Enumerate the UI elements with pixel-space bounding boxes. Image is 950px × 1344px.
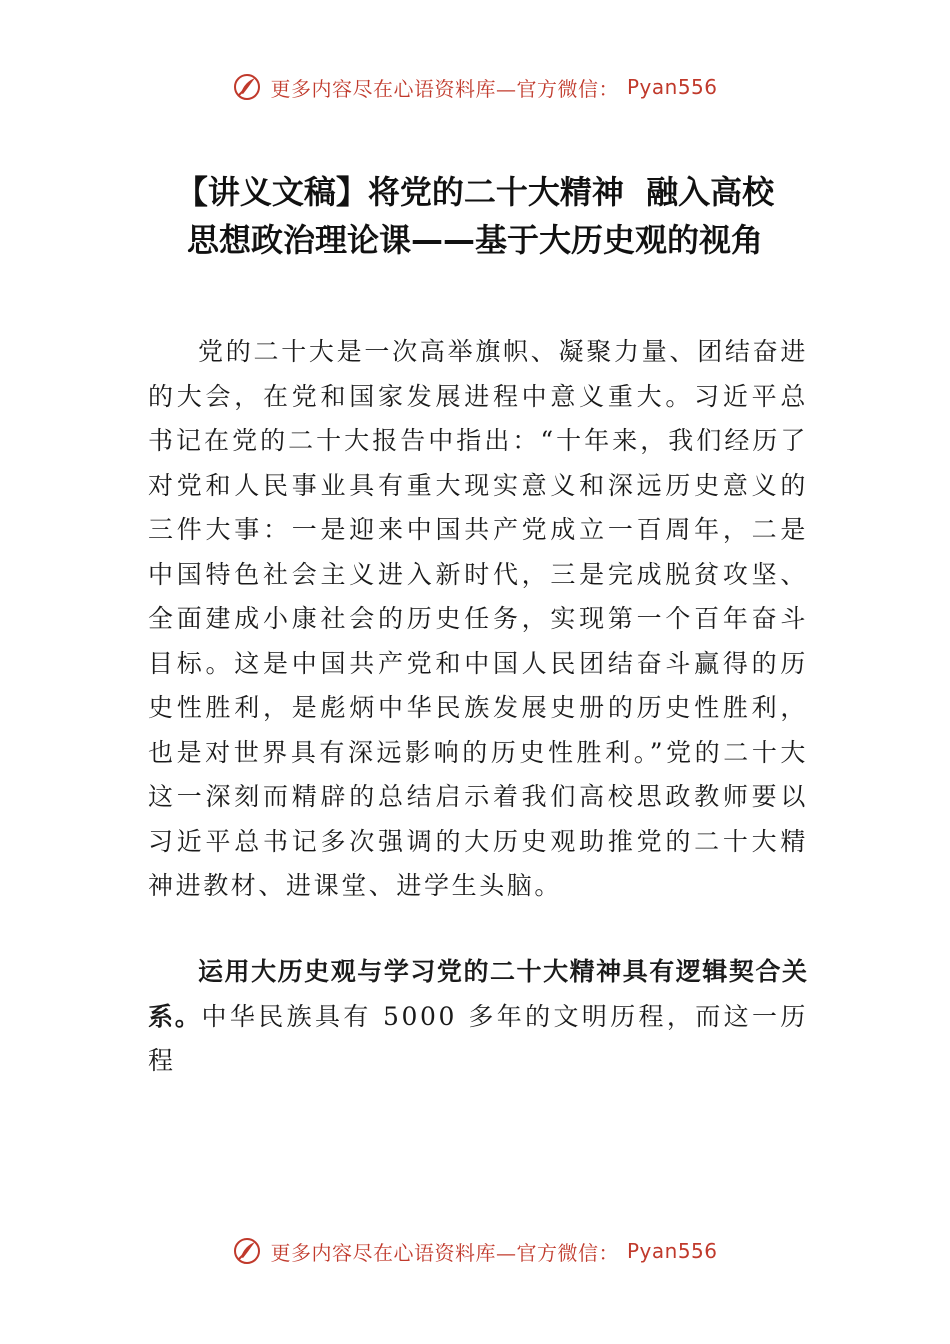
brand-logo-icon	[232, 72, 262, 102]
brand-logo-icon	[232, 1236, 262, 1266]
paragraph-2-lead: 运用大历史观与学习党的二十大精神具有逻辑契合关系。	[148, 957, 808, 1031]
watermark-footer	[0, 1236, 950, 1266]
watermark-wechat-id: Pyan556	[626, 1239, 718, 1263]
body-paragraph-2	[148, 950, 808, 1084]
title-line-2: 思想政治理论课——基于大历史观的视角	[186, 221, 763, 259]
watermark-text: 更多内容尽在心语资料库—官方微信：	[270, 76, 619, 101]
title-line-1: 【讲义文稿】将党的二十大精神 融入高校	[175, 173, 775, 211]
watermark-header	[0, 72, 950, 102]
watermark-text: 更多内容尽在心语资料库—官方微信：	[270, 1240, 619, 1265]
watermark-wechat-id: Pyan556	[626, 75, 718, 99]
body-paragraph-1: 党的二十大是一次高举旗帜、凝聚力量、团结奋进的大会，在党和国家发展进程中意义重大。习近平总书记在党的二十大报告中指出：“十年来，我们经历了对党和人民事业具有重大现实意义和深远历史意义的三件大事：一是迎来中国共产党成立一百周年，二是中国特色社会主义进入新时代，三是完成脱贫攻坚、全面建成小康社会的历史任务，实现第一个百年奋斗目标。这是中国共产党和中国人民团结奋斗赢得的历史性胜利，是彪炳中华民族发展史册的历史性胜利，也是对世界具有深远影响的历史性胜利。”党的二十大这一深刻而精辟的总结启示着我们高校思政教师要以习近平总书记多次强调的大历史观助推党的二十大精神进教材、进课堂、进学生头脑。	[148, 337, 808, 900]
paragraph-2-text: 中华民族具有 5000 多年的文明历程，而这一历程	[148, 1001, 808, 1075]
document-title	[100, 168, 850, 264]
